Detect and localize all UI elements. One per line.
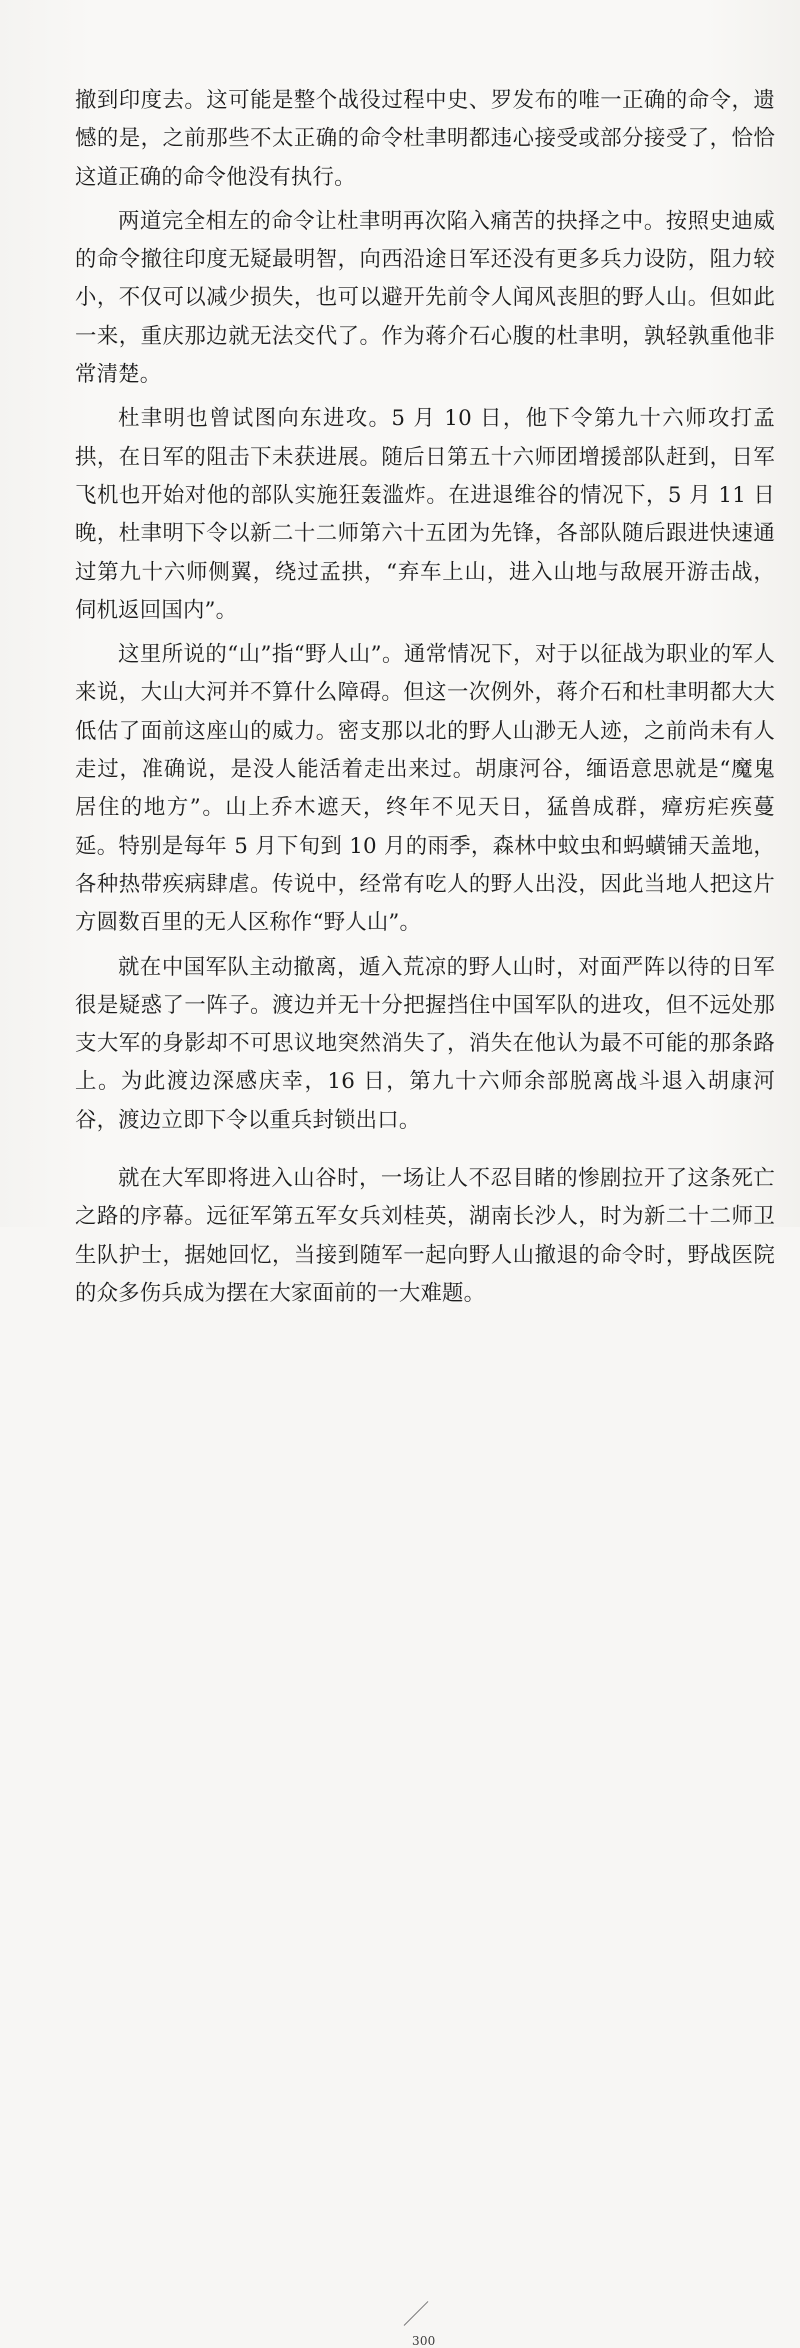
paragraph-1: 撤到印度去。这可能是整个战役过程中史、罗发布的唯一正确的命令，遗憾的是，之前那些不太正确的命令杜聿明都违心接受或部分接受了，恰恰这道正确的命令他没有执行。 [75,88,775,190]
paragraph-3: 杜聿明也曾试图向东进攻。5 月 10 日，他下令第九十六师攻打孟拱，在日军的阻击下未获进展。随后日第五十六师团增援部队赶到，日军飞机也开始对他的部队实施狂轰滥炸。在进退维谷的情况下，5 月 11 日晚，杜聿明下令以新二十二师第六十五团为先锋，各部队随后跟进快速通过第九十六师侧翼，绕过孟拱，“弃车上山，进入山地与敌展开游击战，伺机返回国内”。 [75,406,775,623]
paragraph-4: 这里所说的“山”指“野人山”。通常情况下，对于以征战为职业的军人来说，大山大河并不算什么障碍。但这一次例外，蒋介石和杜聿明都大大低估了面前这座山的威力。密支那以北的野人山渺无人迹，之前尚未有人走过，准确说，是没人能活着走出来过。胡康河谷，缅语意思就是“魔鬼居住的地方”。山上乔木遮天，终年不见天日，猛兽成群，瘴疠疟疾蔓延。特别是每年 5 月下旬到 10 月的雨季，森林中蚊虫和蚂蟥铺天盖地，各种热带疾病肆虐。传说中，经常有吃人的野人出没，因此当地人把这片方圆数百里的无人区称作“野人山”。 [75,642,775,936]
body-text [75,82,775,1313]
page-number: 300 [412,2334,436,2348]
paragraph-6: 就在大军即将进入山谷时，一场让人不忍目睹的惨剧拉开了这条死亡之路的序幕。远征军第五军女兵刘桂英，湖南长沙人，时为新二十二师卫生队护士，据她回忆，当接到随军一起向野人山撤退的命令时，野战医院的众多伤兵成为摆在大家面前的一大难题。 [75,1166,775,1306]
page-number-slash-icon [404,2301,429,2326]
paragraph-gap [75,1140,775,1160]
paragraph-5: 就在中国军队主动撤离，遁入荒凉的野人山时，对面严阵以待的日军很是疑惑了一阵子。渡边并无十分把握挡住中国军队的进攻，但不远处那支大军的身影却不可思议地突然消失了，消失在他认为最不可能的那条路上。为此渡边深感庆幸，16 日，第九十六师余部脱离战斗退入胡康河谷，渡边立即下令以重兵封锁出口。 [75,954,775,1133]
paragraph-2: 两道完全相左的命令让杜聿明再次陷入痛苦的抉择之中。按照史迪威的命令撤往印度无疑最明智，向西沿途日军还没有更多兵力设防，阻力较小，不仅可以减少损失，也可以避开先前令人闻风丧胆的野人山。但如此一来，重庆那边就无法交代了。作为蒋介石心腹的杜聿明，孰轻孰重他非常清楚。 [75,208,775,388]
